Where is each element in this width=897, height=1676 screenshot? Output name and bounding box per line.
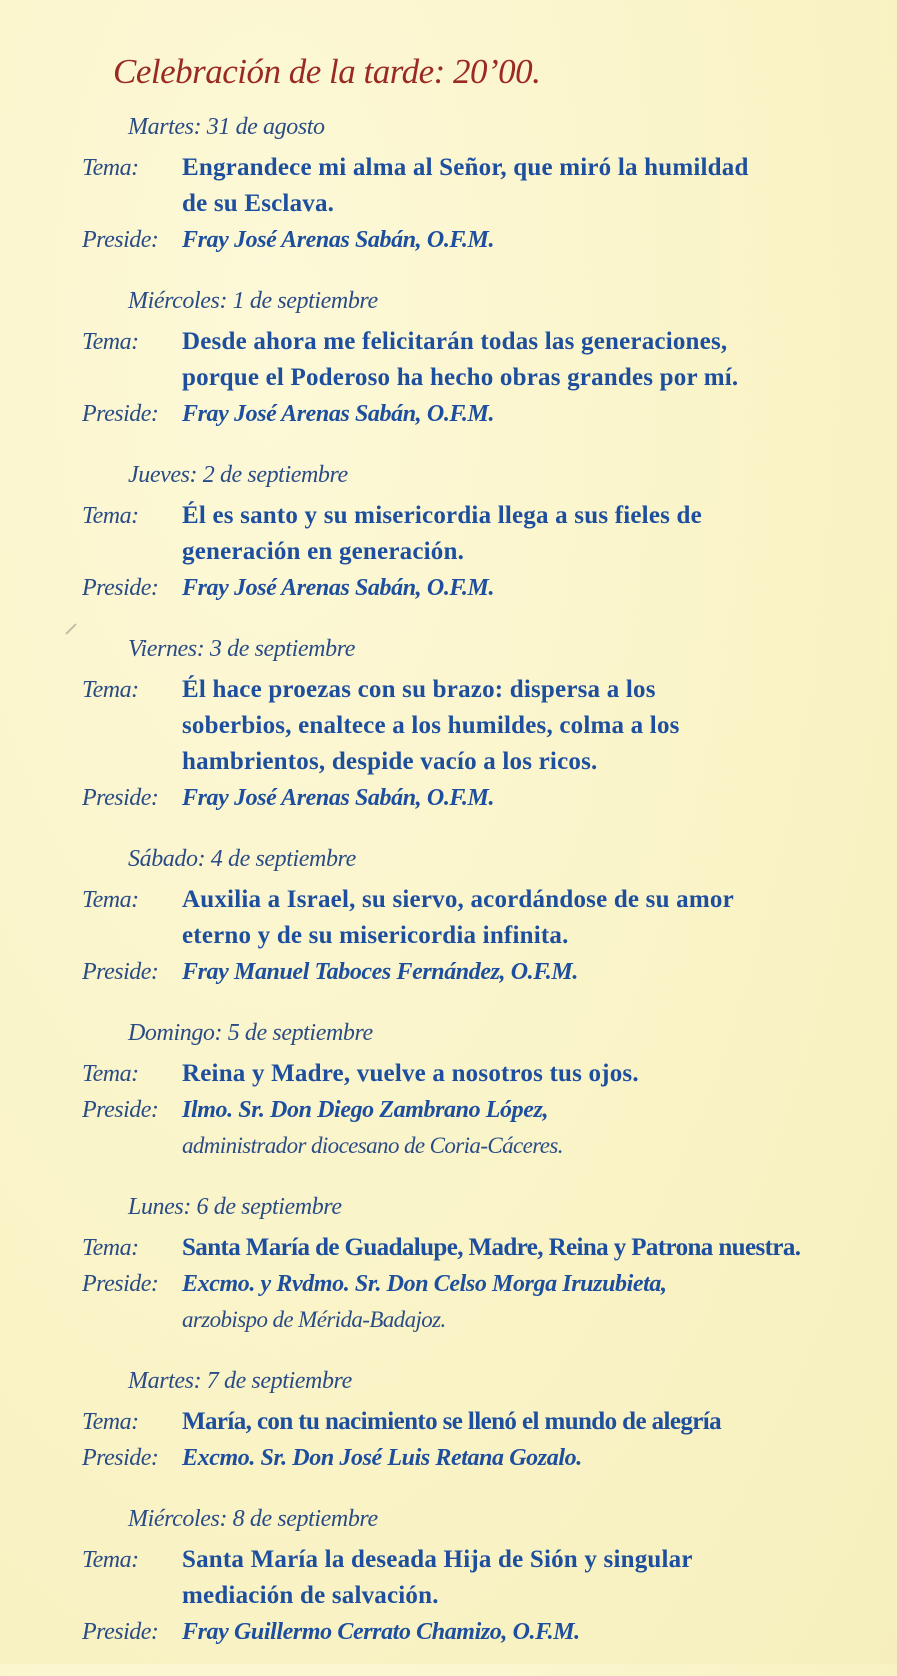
schedule-entry xyxy=(0,458,897,606)
preside-label: Preside: xyxy=(82,1097,159,1123)
tema-row xyxy=(0,1542,897,1614)
preside-name: Excmo. Sr. Don José Luis Retana Gozalo. xyxy=(182,1445,582,1471)
preside-label: Preside: xyxy=(82,959,159,985)
entry-day: Domingo: 5 de septiembre xyxy=(128,1020,373,1046)
schedule-entry xyxy=(0,1016,897,1164)
schedule-entry xyxy=(0,842,897,990)
preside-name: Fray José Arenas Sabán, O.F.M. xyxy=(182,785,495,811)
page-title: Celebración de la tarde: 20’00. xyxy=(113,52,541,91)
tema-row xyxy=(0,498,897,570)
preside-block xyxy=(182,954,578,990)
preside-block xyxy=(182,780,494,816)
preside-label: Preside: xyxy=(82,575,159,601)
preside-block xyxy=(182,1266,667,1338)
preside-block xyxy=(182,570,494,606)
schedule-entry xyxy=(0,632,897,816)
entry-day: Jueves: 2 de septiembre xyxy=(128,462,348,488)
tema-row xyxy=(0,1056,897,1092)
preside-row xyxy=(0,1440,897,1476)
preside-name: Fray José Arenas Sabán, O.F.M. xyxy=(182,575,495,601)
preside-name: Fray José Arenas Sabán, O.F.M. xyxy=(182,401,495,427)
preside-label: Preside: xyxy=(82,1619,159,1645)
preside-block xyxy=(182,396,494,432)
preside-row xyxy=(0,780,897,816)
tema-text: Desde ahora me felicitarán todas las generaciones, porque el Poderoso ha hecho obras grandes por mí. xyxy=(182,328,739,391)
tema-label: Tema: xyxy=(82,677,139,703)
preside-block xyxy=(182,1092,563,1164)
tema-row xyxy=(0,882,897,954)
tema-label: Tema: xyxy=(82,1061,139,1087)
preside-note: administrador diocesano de Coria-Cáceres. xyxy=(182,1133,563,1158)
tema-text: Santa María la deseada Hija de Sión y singular mediación de salvación. xyxy=(182,1546,693,1609)
preside-name: Fray Manuel Taboces Fernández, O.F.M. xyxy=(182,959,578,985)
entry-day: Lunes: 6 de septiembre xyxy=(128,1194,342,1220)
preside-name: Fray Guillermo Cerrato Chamizo, O.F.M. xyxy=(182,1619,580,1645)
preside-row xyxy=(0,222,897,258)
entry-day: Miércoles: 1 de septiembre xyxy=(128,288,378,314)
tema-row xyxy=(0,672,897,780)
schedule-entry xyxy=(0,1364,897,1476)
tema-label: Tema: xyxy=(82,1409,139,1435)
tema-label: Tema: xyxy=(82,503,139,529)
preside-row xyxy=(0,570,897,606)
tema-label: Tema: xyxy=(82,887,139,913)
preside-row xyxy=(0,1614,897,1650)
tema-text: Reina y Madre, vuelve a nosotros tus ojos. xyxy=(182,1060,639,1087)
entry-day: Miércoles: 8 de septiembre xyxy=(128,1506,378,1532)
tema-text: Santa María de Guadalupe, Madre, Reina y Patrona nuestra. xyxy=(182,1234,801,1261)
tema-text: María, con tu nacimiento se llenó el mundo de alegría xyxy=(182,1408,721,1435)
preside-row xyxy=(0,1092,897,1164)
tema-row xyxy=(0,1230,897,1266)
entry-day: Viernes: 3 de septiembre xyxy=(128,636,355,662)
preside-label: Preside: xyxy=(82,227,159,253)
preside-block xyxy=(182,1440,582,1476)
schedule-entry xyxy=(0,110,897,258)
schedule-list xyxy=(0,110,897,1676)
preside-name: Fray José Arenas Sabán, O.F.M. xyxy=(182,227,495,253)
tema-text: Él es santo y su misericordia llega a sus fieles de generación en generación. xyxy=(182,502,702,565)
tema-text: Él hace proezas con su brazo: dispersa a los soberbios, enaltece a los humildes, colma a los hambrientos, despide vacío a los ricos. xyxy=(182,676,680,775)
schedule-entry xyxy=(0,1502,897,1650)
preside-row xyxy=(0,1266,897,1338)
preside-label: Preside: xyxy=(82,1445,159,1471)
tema-label: Tema: xyxy=(82,329,139,355)
preside-row xyxy=(0,396,897,432)
entry-day: Martes: 31 de agosto xyxy=(128,114,325,140)
preside-name: Excmo. y Rvdmo. Sr. Don Celso Morga Iruzubieta, xyxy=(182,1271,667,1297)
entry-day: Martes: 7 de septiembre xyxy=(128,1368,352,1394)
tema-text: Engrandece mi alma al Señor, que miró la humildad de su Esclava. xyxy=(182,154,749,217)
tema-label: Tema: xyxy=(82,1235,139,1261)
tema-label: Tema: xyxy=(82,1547,139,1573)
preside-block xyxy=(182,1614,580,1650)
preside-label: Preside: xyxy=(82,401,159,427)
preside-row xyxy=(0,954,897,990)
schedule-entry xyxy=(0,284,897,432)
preside-note: arzobispo de Mérida-Badajoz. xyxy=(182,1307,446,1332)
schedule-entry xyxy=(0,1190,897,1338)
tema-text: Auxilia a Israel, su siervo, acordándose de su amor eterno y de su misericordia infinita. xyxy=(182,886,734,949)
tema-label: Tema: xyxy=(82,155,139,181)
tema-row xyxy=(0,1404,897,1440)
preside-label: Preside: xyxy=(82,785,159,811)
tema-row xyxy=(0,150,897,222)
entry-day: Sábado: 4 de septiembre xyxy=(128,846,356,872)
tema-row xyxy=(0,324,897,396)
preside-block xyxy=(182,222,494,258)
preside-label: Preside: xyxy=(82,1271,159,1297)
preside-name: Ilmo. Sr. Don Diego Zambrano López, xyxy=(182,1097,549,1123)
